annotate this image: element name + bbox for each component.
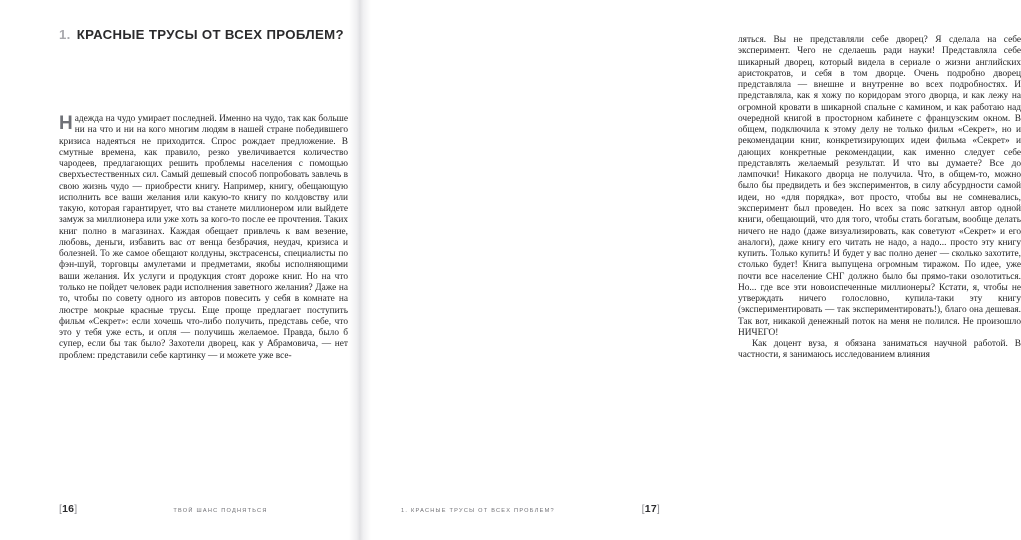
left-page bbox=[0, 0, 359, 540]
paragraph-text: ляться. Вы не представляли себе дворец? Я сделала на себе эксперимент. Чего не сделаешь ради науки! Представляла себе шикарный дворец, который видела в сериале о жизни английских аристократов, и себя в том дворце. Очень подробно дворец представляла — внешне и внутренне во всех подробностях. И представляла, как я хожу по коридорам этого дворца, и как лежу на огромной кровати в шикарной спальне с камином, и как работаю над очередной книгой в просторном кабинете с французским окном. В общем, подключила к этому делу не только фильм «Секрет», но и рекомендации книг, конкретизирующих идеи фильма «Секрет» и дающих конкретные рекомендации, как именно следует себе представлять желаемый результат. И что вы думаете? Все до лампочки! Никакого дворца не получила. Что, в общем-то, можно было бы предвидеть и без экспериментов, в силу абсурдности самой идеи, но «для порядка», вот просто, чтобы вы не сомневались, эксперимент был проведен. Но всех за пояс заткнул автор одной книги, обещающий, что для того, чтобы стать богатым, вообще делать ничего не надо (даже визуализировать, как советуют «Секрет» и его аналоги), даже книгу его читать не надо, а надо... просто эту книгу купить. Только купить! И будет у вас полно денег — сколько захотите, столько будет! Книга выпущена огромным тиражом. По идее, уже почти все население СНГ должно было бы прямо-таки озолотиться. Но... где все эти новоиспеченные миллионеры? Кстати, я, чтобы не утверждать ничего голословно, купила-таки эту книгу (экспериментировать — так экспериментировать!), благо она дешевая. Так вот, никакой денежный поток на меня не полился. Не произошло НИЧЕГО! bbox=[738, 35, 1021, 338]
paragraph-text: Как доцент вуза, я обязана заниматься научной работой. В частности, я занимаюсь исследованием влияния bbox=[738, 339, 1021, 361]
page-number-17 bbox=[642, 502, 660, 516]
paragraph bbox=[59, 114, 348, 362]
folio-number: 17 bbox=[644, 503, 657, 515]
drop-cap-letter: Н bbox=[59, 113, 73, 134]
paragraph bbox=[738, 339, 1021, 362]
right-page bbox=[359, 0, 1021, 540]
folio-bracket-close: ] bbox=[74, 503, 78, 515]
paragraph-text: адежда на чудо умирает последней. Именно на чудо, так как больше ни на что и ни на кого многим людям в нашей стране победившего кризиса надеяться не приходится. Спрос рождает предложение. В смутные времена, как правило, резко увеличивается количество чародеев, предлагающих решить проблемы населения с помощью сверхъестественных сил. Самый дешевый способ попробовать завлечь в свою жизнь чудо — приобрести книгу. Например, книгу, обещающую исполнить все ваши желания или какую-то книгу по колдовству или такую, которая гарантирует, что вы станете миллионером или выйдете замуж за миллионера или уже хоть за кого-то после ее прочтения. Таких книг полно в магазинах. Каждая обещает привлечь к вам везение, любовь, деньги, избавить вас от венца безбрачия, неудач, кризиса и болезней. То же самое обещают колдуны, экстрасенсы, специалисты по фэн-шуй, торговцы амулетами и предметами, якобы исполняющими ваши желания. Их услуги и продукция стоят дороже книг. Но на что только не пойдет человек ради исполнения заветного желания? Даже на то, чтобы по совету одного из авторов повесить у себя в комнате на люстре мокрые красные трусы. Еще проще предлагает поступить фильм «Секрет»: если хочешь что-либо получить, представь себе, что это у тебя уже есть, и опля — получишь желаемое. Правда, было б супер, если бы так было? Захотели дворец, как у Абрамовича, — нет проблем: представили себе картинку — и можете уже все- bbox=[59, 114, 348, 361]
running-head-chapter-title: 1. КРАСНЫЕ ТРУСЫ ОТ ВСЕХ ПРОБЛЕМ? bbox=[401, 508, 555, 514]
folio-bracket-close: ] bbox=[656, 503, 660, 515]
chapter-heading bbox=[59, 28, 345, 43]
folio-bracket-open: [ bbox=[641, 503, 645, 515]
paragraph bbox=[738, 35, 1021, 339]
left-page-footer bbox=[59, 502, 345, 516]
right-page-footer bbox=[377, 502, 660, 516]
right-page-text-column bbox=[738, 35, 1021, 362]
left-page-text-column bbox=[59, 114, 348, 362]
chapter-title-text: КРАСНЫЕ ТРУСЫ ОТ ВСЕХ ПРОБЛЕМ? bbox=[76, 27, 344, 42]
running-head-book-title: ТВОЙ ШАНС ПОДНЯТЬСЯ bbox=[173, 508, 268, 514]
chapter-number: 1. bbox=[59, 27, 71, 42]
folio-bracket-open: [ bbox=[59, 503, 63, 515]
folio-number: 16 bbox=[62, 503, 75, 515]
page-number-16 bbox=[59, 502, 77, 516]
